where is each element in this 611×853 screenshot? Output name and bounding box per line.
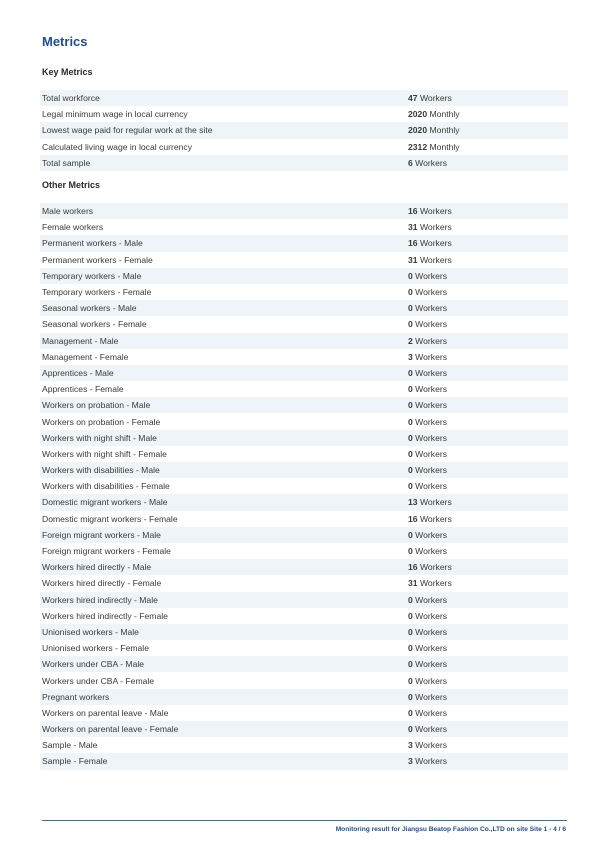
metric-value xyxy=(408,578,452,588)
table-row xyxy=(40,575,568,591)
metric-unit: Workers xyxy=(415,400,448,411)
metric-number: 0 xyxy=(408,481,413,492)
metric-value xyxy=(408,692,447,702)
table-row xyxy=(40,349,568,365)
table-row xyxy=(40,106,568,122)
metric-value xyxy=(408,93,452,103)
metric-label: Workers hired indirectly - Male xyxy=(42,594,158,605)
metric-number: 0 xyxy=(408,546,413,557)
table-row xyxy=(40,219,568,235)
metric-unit: Workers xyxy=(419,93,452,104)
metric-unit: Workers xyxy=(415,529,448,540)
metric-value xyxy=(408,109,460,119)
metric-unit: Workers xyxy=(419,206,452,217)
metric-value xyxy=(408,611,447,621)
metric-number: 0 xyxy=(408,384,413,395)
table-row xyxy=(40,462,568,478)
metric-value xyxy=(408,708,447,718)
other-metrics-table xyxy=(40,203,568,770)
metric-value xyxy=(408,206,452,216)
metric-unit: Workers xyxy=(419,562,452,573)
metric-label: Seasonal workers - Female xyxy=(42,319,147,330)
metric-number: 31 xyxy=(408,254,418,265)
table-row xyxy=(40,252,568,268)
metric-unit: Workers xyxy=(415,319,448,330)
metric-value xyxy=(408,158,447,168)
metric-number: 3 xyxy=(408,740,413,751)
metric-value xyxy=(408,546,447,556)
metric-number: 0 xyxy=(408,707,413,718)
metric-number: 0 xyxy=(408,367,413,378)
metric-unit: Workers xyxy=(415,384,448,395)
metric-value xyxy=(408,336,447,346)
table-row xyxy=(40,333,568,349)
table-row xyxy=(40,155,568,171)
key-metrics-heading: Key Metrics xyxy=(42,67,93,77)
metric-value xyxy=(408,271,447,281)
metric-label: Apprentices - Male xyxy=(42,367,114,378)
metric-unit: Workers xyxy=(415,157,448,168)
metric-number: 0 xyxy=(408,610,413,621)
table-row xyxy=(40,316,568,332)
metric-unit: Workers xyxy=(415,626,448,637)
metric-unit: Workers xyxy=(415,335,448,346)
metric-label: Workers on probation - Female xyxy=(42,416,161,427)
metric-label: Permanent workers - Male xyxy=(42,238,143,249)
metric-label: Foreign migrant workers - Female xyxy=(42,546,171,557)
metric-value xyxy=(408,255,452,265)
metric-value xyxy=(408,352,447,362)
metric-value xyxy=(408,643,447,653)
metric-value xyxy=(408,303,447,313)
metric-label: Temporary workers - Male xyxy=(42,270,142,281)
table-row xyxy=(40,705,568,721)
metric-number: 13 xyxy=(408,497,418,508)
table-row xyxy=(40,753,568,769)
metric-number: 0 xyxy=(408,626,413,637)
metric-unit: Monthly xyxy=(429,109,460,120)
metric-unit: Workers xyxy=(415,303,448,314)
metric-label: Management - Female xyxy=(42,351,129,362)
metric-unit: Workers xyxy=(415,416,448,427)
metric-label: Management - Male xyxy=(42,335,119,346)
table-row xyxy=(40,122,568,138)
table-row xyxy=(40,381,568,397)
metric-number: 0 xyxy=(408,287,413,298)
metric-label: Calculated living wage in local currency xyxy=(42,141,192,152)
metric-number: 3 xyxy=(408,351,413,362)
table-row xyxy=(40,527,568,543)
metric-label: Unionised workers - Female xyxy=(42,643,149,654)
metric-number: 0 xyxy=(408,643,413,654)
metric-label: Total workforce xyxy=(42,93,100,104)
metric-value xyxy=(408,465,447,475)
table-row xyxy=(40,478,568,494)
metric-value xyxy=(408,740,447,750)
table-row xyxy=(40,689,568,705)
metric-number: 6 xyxy=(408,157,413,168)
key-metrics-table xyxy=(40,90,568,171)
metric-value xyxy=(408,287,447,297)
metric-unit: Monthly xyxy=(429,125,460,136)
metric-label: Unionised workers - Male xyxy=(42,626,139,637)
metric-value xyxy=(408,142,460,152)
metric-number: 16 xyxy=(408,206,418,217)
metric-value xyxy=(408,384,447,394)
metric-number: 0 xyxy=(408,594,413,605)
table-row xyxy=(40,235,568,251)
metric-number: 0 xyxy=(408,529,413,540)
metric-unit: Workers xyxy=(415,448,448,459)
metric-label: Workers hired directly - Male xyxy=(42,562,152,573)
footer-text: Monitoring result for Jiangsu Beatop Fashion Co.,LTD on site Site 1 - 4 / 6 xyxy=(335,826,566,833)
metric-number: 0 xyxy=(408,448,413,459)
table-row xyxy=(40,365,568,381)
metric-label: Female workers xyxy=(42,222,104,233)
metric-unit: Workers xyxy=(415,740,448,751)
other-metrics-heading: Other Metrics xyxy=(42,180,101,190)
metric-value xyxy=(408,627,447,637)
metric-label: Workers on parental leave - Male xyxy=(42,707,169,718)
metric-unit: Workers xyxy=(415,367,448,378)
metric-number: 2020 xyxy=(408,125,428,136)
table-row xyxy=(40,737,568,753)
table-row xyxy=(40,656,568,672)
metric-value xyxy=(408,481,447,491)
metric-unit: Workers xyxy=(415,610,448,621)
metric-label: Sample - Male xyxy=(42,740,98,751)
table-row xyxy=(40,559,568,575)
metric-unit: Workers xyxy=(419,578,452,589)
metric-unit: Workers xyxy=(419,238,452,249)
metric-unit: Workers xyxy=(415,432,448,443)
metric-unit: Workers xyxy=(415,691,448,702)
metric-label: Workers hired indirectly - Female xyxy=(42,610,168,621)
metric-value xyxy=(408,238,452,248)
metric-unit: Workers xyxy=(415,351,448,362)
metric-label: Workers with night shift - Female xyxy=(42,448,167,459)
table-row xyxy=(40,300,568,316)
metric-value xyxy=(408,449,447,459)
table-row xyxy=(40,608,568,624)
metric-number: 31 xyxy=(408,222,418,233)
metric-number: 0 xyxy=(408,270,413,281)
metric-value xyxy=(408,676,447,686)
metric-label: Domestic migrant workers - Female xyxy=(42,513,178,524)
table-row xyxy=(40,592,568,608)
metric-label: Seasonal workers - Male xyxy=(42,303,137,314)
table-row xyxy=(40,640,568,656)
metric-number: 2312 xyxy=(408,141,428,152)
metric-value xyxy=(408,125,460,135)
metric-label: Legal minimum wage in local currency xyxy=(42,109,188,120)
metric-number: 3 xyxy=(408,756,413,767)
metric-number: 16 xyxy=(408,238,418,249)
metric-number: 0 xyxy=(408,319,413,330)
table-row xyxy=(40,494,568,510)
metric-unit: Monthly xyxy=(429,141,460,152)
metric-label: Workers on parental leave - Female xyxy=(42,724,179,735)
metric-value xyxy=(408,417,447,427)
metric-label: Workers under CBA - Female xyxy=(42,675,155,686)
metric-number: 0 xyxy=(408,659,413,670)
metric-unit: Workers xyxy=(415,659,448,670)
metric-label: Workers hired directly - Female xyxy=(42,578,162,589)
metric-value xyxy=(408,724,447,734)
metric-value xyxy=(408,530,447,540)
metric-number: 47 xyxy=(408,93,418,104)
metric-number: 0 xyxy=(408,400,413,411)
metric-number: 0 xyxy=(408,465,413,476)
metric-label: Foreign migrant workers - Male xyxy=(42,529,161,540)
metric-label: Male workers xyxy=(42,206,94,217)
metric-unit: Workers xyxy=(415,707,448,718)
metric-unit: Workers xyxy=(415,287,448,298)
metric-unit: Workers xyxy=(419,497,452,508)
metric-unit: Workers xyxy=(415,643,448,654)
metric-value xyxy=(408,222,452,232)
metric-value xyxy=(408,659,447,669)
metric-unit: Workers xyxy=(419,222,452,233)
metric-unit: Workers xyxy=(419,254,452,265)
metric-value xyxy=(408,433,447,443)
metric-number: 2 xyxy=(408,335,413,346)
metric-label: Apprentices - Female xyxy=(42,384,124,395)
metric-label: Workers on probation - Male xyxy=(42,400,151,411)
metric-label: Workers under CBA - Male xyxy=(42,659,145,670)
table-row xyxy=(40,543,568,559)
metric-unit: Workers xyxy=(415,546,448,557)
metric-number: 31 xyxy=(408,578,418,589)
table-row xyxy=(40,511,568,527)
metric-value xyxy=(408,514,452,524)
metric-number: 0 xyxy=(408,691,413,702)
footer-divider xyxy=(42,820,567,821)
table-row xyxy=(40,397,568,413)
metric-number: 0 xyxy=(408,303,413,314)
table-row xyxy=(40,624,568,640)
metric-unit: Workers xyxy=(415,481,448,492)
table-row xyxy=(40,268,568,284)
metric-number: 0 xyxy=(408,416,413,427)
metric-label: Permanent workers - Female xyxy=(42,254,153,265)
metric-unit: Workers xyxy=(415,756,448,767)
table-row xyxy=(40,139,568,155)
metric-number: 0 xyxy=(408,724,413,735)
metric-label: Temporary workers - Female xyxy=(42,287,152,298)
metric-number: 16 xyxy=(408,562,418,573)
metric-value xyxy=(408,595,447,605)
table-row xyxy=(40,672,568,688)
metric-number: 0 xyxy=(408,432,413,443)
metric-value xyxy=(408,319,447,329)
metric-value xyxy=(408,756,447,766)
metric-label: Workers with disabilities - Female xyxy=(42,481,170,492)
metric-label: Sample - Female xyxy=(42,756,108,767)
metric-value xyxy=(408,562,452,572)
metric-label: Pregnant workers xyxy=(42,691,110,702)
metric-unit: Workers xyxy=(415,724,448,735)
metric-label: Lowest wage paid for regular work at the site xyxy=(42,125,213,136)
metric-value xyxy=(408,497,452,507)
metric-number: 0 xyxy=(408,675,413,686)
table-row xyxy=(40,90,568,106)
metric-label: Domestic migrant workers - Male xyxy=(42,497,168,508)
table-row xyxy=(40,721,568,737)
metric-unit: Workers xyxy=(415,675,448,686)
metric-label: Total sample xyxy=(42,157,91,168)
metric-label: Workers with night shift - Male xyxy=(42,432,157,443)
metric-number: 2020 xyxy=(408,109,428,120)
metric-unit: Workers xyxy=(415,465,448,476)
page-title: Metrics xyxy=(42,34,88,49)
metric-unit: Workers xyxy=(419,513,452,524)
table-row xyxy=(40,203,568,219)
metric-label: Workers with disabilities - Male xyxy=(42,465,160,476)
table-row xyxy=(40,430,568,446)
table-row xyxy=(40,413,568,429)
metric-unit: Workers xyxy=(415,270,448,281)
metric-value xyxy=(408,368,447,378)
table-row xyxy=(40,284,568,300)
metric-unit: Workers xyxy=(415,594,448,605)
metric-number: 16 xyxy=(408,513,418,524)
table-row xyxy=(40,446,568,462)
metric-value xyxy=(408,400,447,410)
